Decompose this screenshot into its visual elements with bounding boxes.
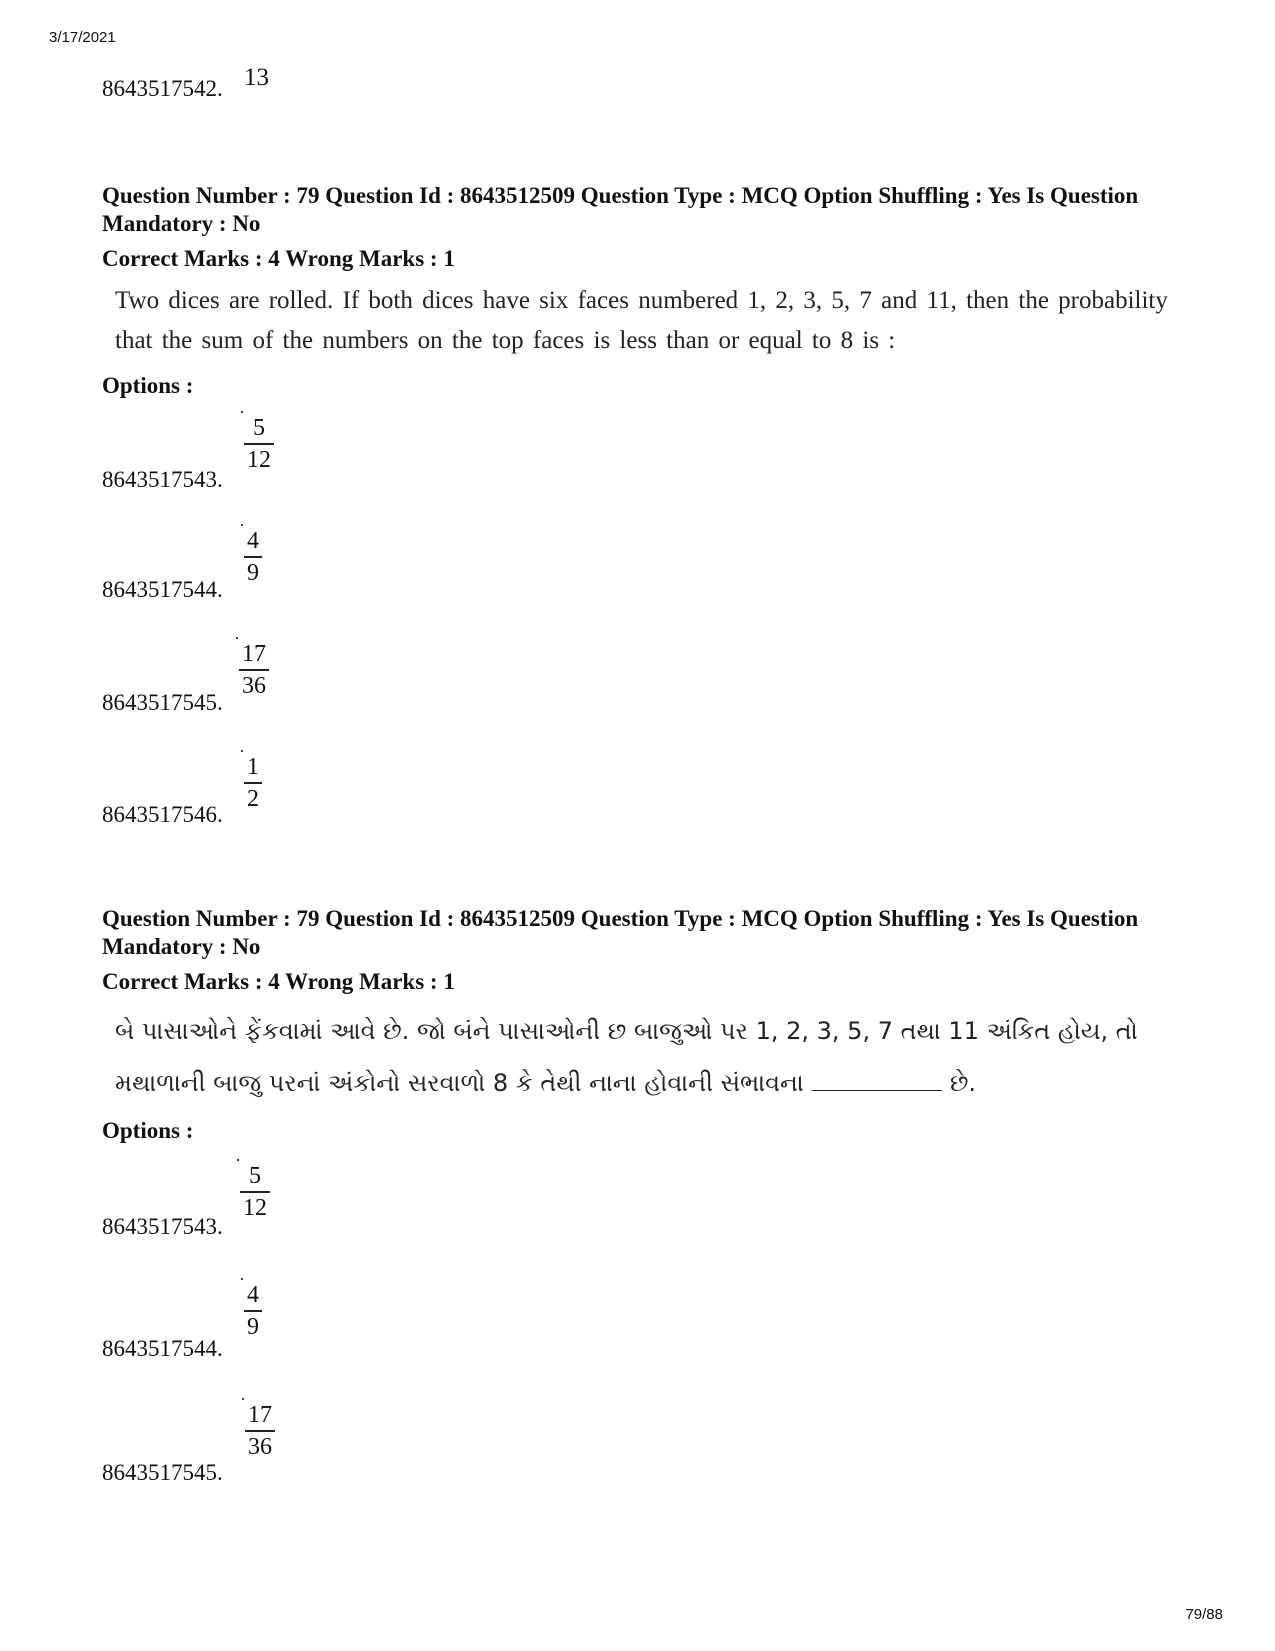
option-id: 8643517544.	[102, 1336, 223, 1361]
question-marks: Correct Marks : 4 Wrong Marks : 1	[102, 246, 455, 271]
fraction-numerator: 5	[253, 415, 265, 441]
option-fraction	[245, 1400, 275, 1462]
question-marks: Correct Marks : 4 Wrong Marks : 1	[102, 969, 455, 994]
fraction-denominator: 36	[242, 673, 266, 699]
option-marker	[236, 637, 238, 639]
fraction-numerator: 4	[247, 528, 259, 554]
option-marker	[241, 411, 243, 413]
fraction-denominator: 12	[243, 1195, 267, 1221]
option-marker	[241, 750, 243, 752]
fraction-numerator: 4	[247, 1282, 259, 1308]
option-id: 8643517546.	[102, 802, 223, 827]
option-fraction	[240, 1161, 270, 1223]
fraction-numerator: 5	[249, 1163, 261, 1189]
fraction-denominator: 2	[247, 786, 259, 812]
option-id: 8643517543.	[102, 1214, 223, 1239]
option-marker	[242, 1398, 244, 1400]
option-answer: 13	[244, 64, 269, 91]
fraction-numerator: 1	[247, 754, 259, 780]
option-fraction	[244, 1280, 262, 1342]
fraction-denominator: 9	[247, 560, 259, 586]
option-id: 8643517545.	[102, 690, 223, 715]
question-header: Question Number : 79 Question Id : 8643512509 Question Type : MCQ Option Shuffling : Yes Is Question Mandatory : No	[102, 183, 1139, 236]
options-label: Options :	[102, 1118, 194, 1143]
option-fraction	[244, 413, 274, 475]
question-text: Two dices are rolled. If both dices have six faces numbered 1, 2, 3, 5, 7 and 11, then the probability that the sum of the numbers on the top faces is less than or equal to 8 is :	[115, 287, 1168, 354]
fraction-denominator: 36	[248, 1434, 272, 1460]
option-fraction	[244, 752, 262, 814]
question-header: Question Number : 79 Question Id : 8643512509 Question Type : MCQ Option Shuffling : Yes Is Question Mandatory : No	[102, 906, 1139, 959]
options-label: Options :	[102, 373, 194, 398]
answer-blank	[812, 1089, 942, 1091]
fraction-denominator: 12	[247, 447, 271, 473]
option-marker	[241, 524, 243, 526]
page-number: 79/88	[1185, 1606, 1223, 1623]
question-text	[115, 1005, 1205, 1109]
option-marker	[237, 1159, 239, 1161]
question-text-end: છે.	[949, 1069, 976, 1097]
option-fraction	[239, 639, 269, 701]
fraction-numerator: 17	[242, 641, 266, 667]
fraction-denominator: 9	[247, 1314, 259, 1340]
option-fraction	[244, 526, 262, 588]
question-text-main: બે પાસાઓને ફેંકવામાં આવે છે. જો બંને પાસાઓની છ બાજુઓ પર 1, 2, 3, 5, 7 તથા 11 અંકિત હોય, તો મથાળાની બાજુ પરનાં અંકોનો સરવાળો 8 કે તેથી નાના હોવાની સંભાવના	[115, 1017, 1138, 1097]
option-id: 8643517545.	[102, 1460, 223, 1485]
fraction-numerator: 17	[248, 1402, 272, 1428]
option-id: 8643517542.	[102, 76, 223, 101]
option-id: 8643517543.	[102, 467, 223, 492]
option-marker	[241, 1278, 243, 1280]
option-id: 8643517544.	[102, 577, 223, 602]
print-date: 3/17/2021	[49, 29, 116, 46]
